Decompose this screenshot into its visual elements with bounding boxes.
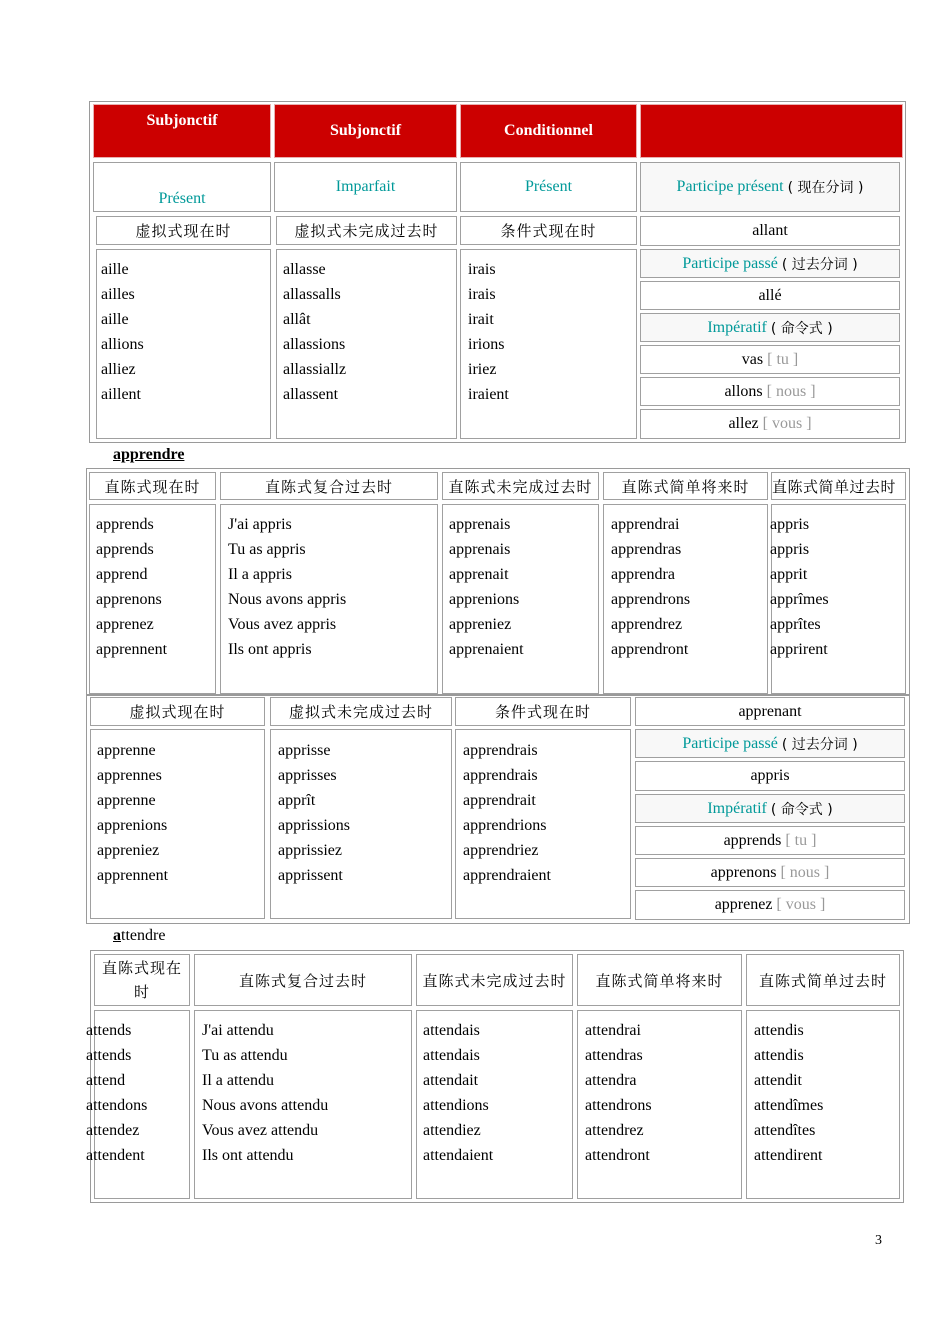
apprendre-passe-simple-list bbox=[770, 512, 829, 662]
header-futur: 直陈式简单将来时 bbox=[577, 954, 742, 1006]
header-subjonctif-imparfait: Subjonctif bbox=[274, 104, 457, 158]
header-passe-simple: 直陈式简单过去时 bbox=[746, 954, 900, 1006]
list-item: irions bbox=[468, 336, 505, 353]
apprendre-passe-compose-list bbox=[228, 512, 346, 662]
header-imparfait: 直陈式未完成过去时 bbox=[416, 954, 573, 1006]
list-item: apprendra bbox=[611, 566, 675, 583]
apprendre-subj-present-list bbox=[97, 738, 168, 888]
tense-conditionnel-present: Présent bbox=[460, 162, 637, 212]
subj-imparfait-list bbox=[283, 257, 346, 407]
attendre-passe-compose-list bbox=[202, 1018, 328, 1168]
page-number: 3 bbox=[875, 1233, 882, 1248]
list-item: allassent bbox=[283, 386, 339, 403]
participe-present-header bbox=[640, 162, 900, 212]
list-item: apprenons bbox=[96, 591, 162, 608]
list-item: Vous avez attendu bbox=[202, 1122, 319, 1139]
imperatif-nous: allons [ nous ] bbox=[640, 377, 900, 406]
list-item: apprenez bbox=[96, 616, 154, 633]
list-item: appreniez bbox=[449, 616, 512, 633]
list-item: apprenions bbox=[449, 591, 520, 608]
list-item: attendis bbox=[754, 1047, 804, 1064]
participe-present-label: Participe présent bbox=[676, 178, 784, 195]
participe-present-value: apprenant bbox=[635, 697, 905, 726]
header-indicatif-present: 直陈式现在时 bbox=[89, 472, 216, 500]
list-item: Ils ont attendu bbox=[202, 1147, 294, 1164]
list-item: apprendrais bbox=[463, 767, 538, 784]
cond-present-list bbox=[468, 257, 509, 407]
list-item: apprendrions bbox=[463, 817, 547, 834]
zh-cond-present: 条件式现在时 bbox=[460, 216, 637, 245]
list-item: attendez bbox=[86, 1122, 140, 1139]
list-item: Tu as attendu bbox=[202, 1047, 288, 1064]
apprendre-futur-list bbox=[611, 512, 690, 662]
participe-present-value: allant bbox=[640, 216, 900, 246]
header-passe-compose: 直陈式复合过去时 bbox=[220, 472, 438, 500]
list-item: ailles bbox=[101, 286, 135, 303]
list-item: attendons bbox=[86, 1097, 148, 1114]
apprendre-subj-imparfait-list bbox=[278, 738, 350, 888]
list-item: attendîmes bbox=[754, 1097, 824, 1114]
participe-passe-value: allé bbox=[640, 281, 900, 310]
verb-title-attendre: attendre bbox=[113, 927, 166, 944]
list-item: apprendrait bbox=[463, 792, 536, 809]
participe-present-zh: ( 现在分词 ) bbox=[787, 180, 864, 196]
list-item: apprendrez bbox=[611, 616, 683, 633]
list-item: attendrai bbox=[585, 1022, 641, 1039]
imperatif-nous: apprenons [ nous ] bbox=[635, 858, 905, 887]
zh-cond-present: 条件式现在时 bbox=[455, 697, 631, 726]
list-item: attendront bbox=[585, 1147, 650, 1164]
list-item: apprend bbox=[96, 566, 148, 583]
list-item: aille bbox=[101, 261, 129, 278]
list-item: aille bbox=[101, 311, 129, 328]
zh-subj-imparfait: 虚拟式未完成过去时 bbox=[276, 216, 457, 245]
list-item: attendra bbox=[585, 1072, 637, 1089]
list-item: apprîmes bbox=[770, 591, 829, 608]
header-indicatif-present: 直陈式现在时 bbox=[94, 954, 190, 1006]
list-item: apprissions bbox=[278, 817, 350, 834]
list-item: aillent bbox=[101, 386, 141, 403]
list-item: iraient bbox=[468, 386, 509, 403]
list-item: apprisses bbox=[278, 767, 337, 784]
list-item: attends bbox=[86, 1047, 132, 1064]
list-item: apprît bbox=[278, 792, 316, 809]
list-item: apprenne bbox=[97, 742, 156, 759]
list-item: attendîtes bbox=[754, 1122, 816, 1139]
list-item: apprendriez bbox=[463, 842, 539, 859]
list-item: apprisse bbox=[278, 742, 331, 759]
list-item: apprenaient bbox=[449, 641, 524, 658]
attendre-passe-simple-list bbox=[754, 1018, 823, 1168]
list-item: iriez bbox=[468, 361, 497, 378]
list-item: apprenais bbox=[449, 516, 511, 533]
list-item: allassions bbox=[283, 336, 346, 353]
list-item: allions bbox=[101, 336, 144, 353]
imperatif-tu: vas [ tu ] bbox=[640, 345, 900, 374]
subj-present-list bbox=[101, 257, 144, 407]
attendre-imparfait-list bbox=[423, 1018, 493, 1168]
list-item: Tu as appris bbox=[228, 541, 306, 558]
list-item: attendrons bbox=[585, 1097, 652, 1114]
list-item: allasse bbox=[283, 261, 326, 278]
verb-title-apprendre: apprendre bbox=[113, 446, 185, 463]
list-item: attendrez bbox=[585, 1122, 644, 1139]
list-item: Il a appris bbox=[228, 566, 292, 583]
list-item: Ils ont appris bbox=[228, 641, 312, 658]
tense-present: Présent bbox=[93, 162, 271, 212]
list-item: apprendront bbox=[611, 641, 689, 658]
list-item: allât bbox=[283, 311, 311, 328]
header-blank bbox=[640, 104, 903, 158]
list-item: appreniez bbox=[97, 842, 160, 859]
imperatif-vous: allez [ vous ] bbox=[640, 409, 900, 439]
list-item: attend bbox=[86, 1072, 126, 1089]
list-item: irait bbox=[468, 311, 494, 328]
list-item: attendirent bbox=[754, 1147, 823, 1164]
list-item: apprendrons bbox=[611, 591, 691, 608]
list-item: apprennent bbox=[96, 641, 168, 658]
zh-subj-imparfait: 虚拟式未完成过去时 bbox=[270, 697, 452, 726]
list-item: Nous avons appris bbox=[228, 591, 347, 608]
list-item: allassalls bbox=[283, 286, 341, 303]
list-item: attends bbox=[86, 1022, 132, 1039]
list-item: irais bbox=[468, 286, 496, 303]
participe-passe-value: appris bbox=[635, 761, 905, 791]
list-item: apprendras bbox=[611, 541, 682, 558]
list-item: apprenait bbox=[449, 566, 509, 583]
list-item: J'ai appris bbox=[228, 516, 292, 533]
list-item: apprennes bbox=[97, 767, 162, 784]
list-item: attendent bbox=[86, 1147, 145, 1164]
zh-subj-present: 虚拟式现在时 bbox=[96, 216, 271, 245]
participe-passe-header: Participe passé ( 过去分词 ) bbox=[640, 249, 900, 278]
list-item: apprîtes bbox=[770, 616, 821, 633]
list-item: attendions bbox=[423, 1097, 489, 1114]
list-item: attendiez bbox=[423, 1122, 481, 1139]
participe-passe-header: Participe passé ( 过去分词 ) bbox=[635, 729, 905, 758]
list-item: apprenais bbox=[449, 541, 511, 558]
list-item: apprissiez bbox=[278, 842, 342, 859]
list-item: appris bbox=[770, 516, 810, 533]
header-imparfait: 直陈式未完成过去时 bbox=[442, 472, 599, 500]
list-item: attendait bbox=[423, 1072, 479, 1089]
attendre-futur-list bbox=[585, 1018, 652, 1168]
list-item: apprendrai bbox=[611, 516, 680, 533]
list-item: attendais bbox=[423, 1022, 480, 1039]
imperatif-header: Impératif ( 命令式 ) bbox=[640, 313, 900, 342]
list-item: apprendrais bbox=[463, 742, 538, 759]
imperatif-tu: apprends [ tu ] bbox=[635, 826, 905, 855]
header-passe-simple: 直陈式简单过去时 bbox=[771, 472, 906, 500]
tense-imparfait: Imparfait bbox=[274, 162, 457, 212]
list-item: Nous avons attendu bbox=[202, 1097, 329, 1114]
list-item: attendis bbox=[754, 1022, 804, 1039]
apprendre-cond-present-list bbox=[463, 738, 551, 888]
zh-subj-present: 虚拟式现在时 bbox=[90, 697, 265, 726]
apprendre-imparfait-list bbox=[449, 512, 524, 662]
list-item: alliez bbox=[101, 361, 136, 378]
list-item: apprit bbox=[770, 566, 808, 583]
imperatif-vous: apprenez [ vous ] bbox=[635, 890, 905, 920]
list-item: apprenions bbox=[97, 817, 168, 834]
list-item: attendais bbox=[423, 1047, 480, 1064]
list-item: allassiallz bbox=[283, 361, 347, 378]
list-item: apprenne bbox=[97, 792, 156, 809]
list-item: apprirent bbox=[770, 641, 828, 658]
list-item: apprends bbox=[96, 516, 154, 533]
list-item: attendit bbox=[754, 1072, 802, 1089]
list-item: attendaient bbox=[423, 1147, 494, 1164]
list-item: Vous avez appris bbox=[228, 616, 337, 633]
list-item: J'ai attendu bbox=[202, 1022, 274, 1039]
list-item: irais bbox=[468, 261, 496, 278]
list-item: apprendraient bbox=[463, 867, 551, 884]
list-item: apprends bbox=[96, 541, 154, 558]
imperatif-header: Impératif ( 命令式 ) bbox=[635, 794, 905, 823]
apprendre-present-list bbox=[96, 512, 167, 662]
attendre-present-list bbox=[86, 1018, 147, 1168]
list-item: attendras bbox=[585, 1047, 643, 1064]
header-subjonctif-present: Subjonctif bbox=[93, 104, 271, 158]
header-passe-compose: 直陈式复合过去时 bbox=[194, 954, 412, 1006]
header-conditionnel: Conditionnel bbox=[460, 104, 637, 158]
list-item: apprennent bbox=[97, 867, 169, 884]
header-futur: 直陈式简单将来时 bbox=[603, 472, 768, 500]
list-item: apprissent bbox=[278, 867, 343, 884]
list-item: Il a attendu bbox=[202, 1072, 274, 1089]
list-item: appris bbox=[770, 541, 810, 558]
